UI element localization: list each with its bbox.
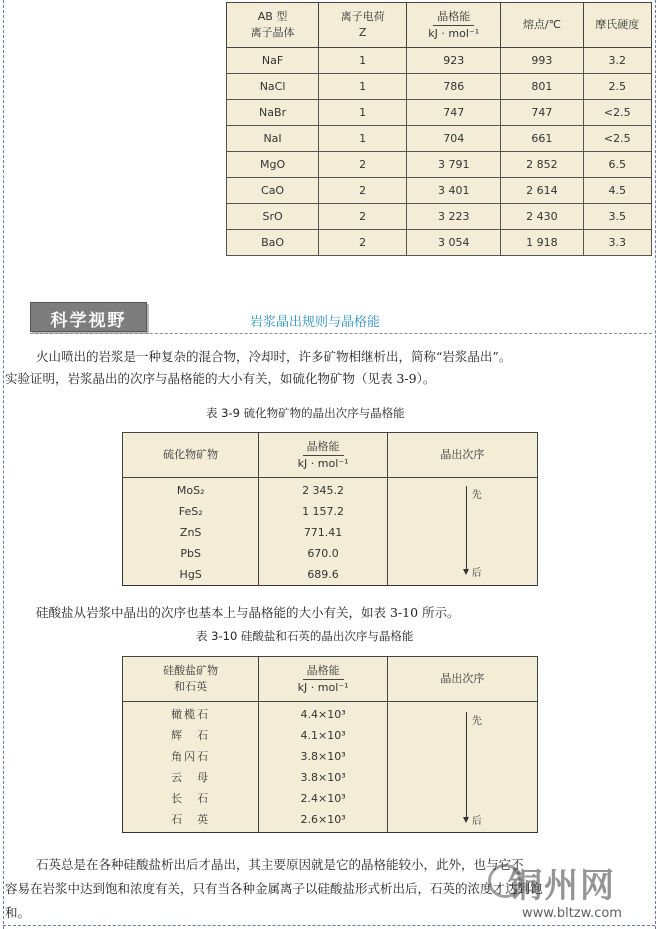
table-row: [227, 204, 652, 230]
table-body: [123, 478, 538, 586]
cell-mineral: 石 英: [171, 813, 211, 826]
order-first-label: 先: [471, 490, 482, 501]
header-order: 晶出次序: [387, 433, 537, 478]
cell-energy: 670.0: [307, 547, 339, 560]
page-border-right: [655, 0, 656, 929]
cell-energy: 704: [407, 126, 501, 152]
cell-mineral: 辉 石: [171, 729, 211, 742]
cell-compound: NaBr: [227, 100, 319, 126]
cell-energy: 2 345.2: [302, 484, 345, 497]
table-header-row: [123, 657, 538, 702]
cell-energy: 689.6: [307, 568, 339, 581]
mineral-column: [123, 702, 259, 833]
header-text: 晶格能: [303, 439, 344, 456]
header-melting-point: [501, 3, 583, 48]
cell-charge: 2: [319, 204, 407, 230]
cell-hardness: 3.2: [583, 48, 652, 74]
cell-energy: 786: [407, 74, 501, 100]
watermark-text: 铜州网: [508, 866, 616, 906]
cell-hardness: <2.5: [583, 100, 652, 126]
cell-energy: 3 054: [407, 230, 501, 256]
cell-charge: 1: [319, 126, 407, 152]
header-text: 摩氏硬度: [595, 18, 640, 31]
cell-hardness: <2.5: [583, 126, 652, 152]
header-text: 离子晶体: [250, 26, 295, 39]
cell-mineral: 角闪石: [171, 750, 211, 763]
cell-mineral: PbS: [180, 547, 201, 560]
order-column: [387, 478, 537, 586]
table-row: [227, 48, 652, 74]
cell-energy: 3.8×10³: [300, 771, 346, 784]
mineral-column: [123, 478, 259, 586]
cell-melting: 801: [501, 74, 583, 100]
cell-melting: 2 430: [501, 204, 583, 230]
cell-charge: 2: [319, 152, 407, 178]
cell-melting: 1 918: [501, 230, 583, 256]
header-lattice-energy: [259, 657, 388, 702]
table-row: [227, 178, 652, 204]
cell-energy: 3 791: [407, 152, 501, 178]
cell-compound: NaCl: [227, 74, 319, 100]
header-order: 晶出次序: [387, 657, 537, 702]
table-row: [227, 230, 652, 256]
cell-hardness: 3.5: [583, 204, 652, 230]
cell-energy: 747: [407, 100, 501, 126]
cell-energy: 4.4×10³: [300, 708, 346, 721]
table-row: [227, 126, 652, 152]
table-caption: 表 3-9 硫化物矿物的晶出次序与晶格能: [206, 406, 405, 420]
table-body: [123, 702, 538, 833]
header-text: AB 型: [257, 10, 288, 23]
cell-hardness: 6.5: [583, 152, 652, 178]
order-arrow-line: [466, 486, 467, 570]
cell-energy: 3 223: [407, 204, 501, 230]
ionic-crystal-table: [226, 2, 652, 256]
cell-compound: NaI: [227, 126, 319, 152]
sulfide-mineral-table: [122, 432, 538, 586]
section-badge: [30, 302, 147, 332]
cell-mineral: MoS₂: [176, 484, 205, 497]
cell-melting: 993: [501, 48, 583, 74]
header-text: kJ · mol⁻¹: [428, 26, 480, 40]
table-header-row: [227, 3, 652, 48]
header-text: kJ · mol⁻¹: [297, 680, 349, 694]
arrow-down-icon: [463, 817, 469, 823]
cell-compound: SrO: [227, 204, 319, 230]
header-text: 熔点/℃: [522, 18, 561, 31]
header-mineral: [123, 657, 259, 702]
cell-energy: 1 157.2: [302, 505, 345, 518]
header-crystal-type: [227, 3, 319, 48]
cell-compound: MgO: [227, 152, 319, 178]
cell-energy: 2.4×10³: [300, 792, 346, 805]
cell-mineral: FeS₂: [178, 505, 203, 518]
header-text: 晶格能: [433, 9, 474, 26]
table-row: [227, 74, 652, 100]
watermark: [488, 858, 648, 928]
paragraph-line: 硅酸盐从岩浆中晶出的次序也基本上与晶格能的大小有关，如表 3-10 所示。: [36, 605, 460, 620]
table-row: [227, 152, 652, 178]
cell-compound: BaO: [227, 230, 319, 256]
header-text: 离子电荷: [340, 10, 385, 23]
paragraph-line: 容易在岩浆中达到饱和浓度有关，只有当各种金属离子以硅酸盐形式析出后，石英的浓度才达到饱: [5, 881, 543, 896]
cell-melting: 2 614: [501, 178, 583, 204]
cell-energy: 4.1×10³: [300, 729, 346, 742]
table-caption: 表 3-10 硅酸盐和石英的晶出次序与晶格能: [196, 629, 414, 643]
cell-melting: 747: [501, 100, 583, 126]
cell-charge: 1: [319, 48, 407, 74]
header-lattice-energy: [259, 433, 387, 478]
paragraph-line: 和。: [5, 905, 31, 920]
watermark-url: www.bltzw.com: [522, 906, 622, 921]
header-ion-charge: [319, 3, 407, 48]
header-text: Z: [358, 26, 367, 39]
paragraph-line: 实验证明，岩浆晶出的次序与晶格能的大小有关，如硫化物矿物（见表 3-9）。: [5, 371, 436, 386]
cell-compound: CaO: [227, 178, 319, 204]
cell-melting: 2 852: [501, 152, 583, 178]
energy-column: [259, 702, 388, 833]
order-first-label: 先: [471, 716, 482, 727]
cell-charge: 2: [319, 230, 407, 256]
cell-charge: 2: [319, 178, 407, 204]
cell-mineral: 长 石: [171, 792, 211, 805]
cell-hardness: 4.5: [583, 178, 652, 204]
page-border-left: [3, 0, 4, 929]
cell-mineral: ZnS: [179, 526, 202, 539]
order-arrow-line: [466, 712, 467, 818]
order-last-label: 后: [471, 568, 482, 579]
header-mineral: 硫化物矿物: [123, 433, 259, 478]
cell-energy: 923: [407, 48, 501, 74]
paragraph-line: 石英总是在各种硅酸盐析出后才晶出，其主要原因就是它的晶格能较小，此外，也与它不: [36, 857, 524, 872]
section-badge-label: 科学视野: [50, 311, 127, 331]
order-last-label: 后: [471, 816, 482, 827]
cell-compound: NaF: [227, 48, 319, 74]
cell-hardness: 2.5: [583, 74, 652, 100]
header-mohs-hardness: [583, 3, 652, 48]
cell-mineral: 云 母: [171, 771, 211, 784]
cell-energy: 2.6×10³: [300, 813, 346, 826]
cell-mineral: HgS: [179, 568, 202, 581]
cell-energy: 3 401: [407, 178, 501, 204]
section-divider: [30, 333, 652, 334]
header-lattice-energy: [407, 3, 501, 48]
section-title: 岩浆晶出规则与晶格能: [250, 315, 381, 330]
order-column: [387, 702, 537, 833]
paragraph-line: 火山喷出的岩浆是一种复杂的混合物，冷却时，许多矿物相继析出，简称“岩浆晶出”。: [36, 349, 512, 364]
cell-melting: 661: [501, 126, 583, 152]
header-text: 和石英: [174, 680, 208, 693]
silicate-mineral-table: [122, 656, 538, 833]
table-header-row: [123, 433, 538, 478]
table-row: [227, 100, 652, 126]
header-text: 硅酸盐矿物: [163, 664, 219, 677]
cell-mineral: 橄榄石: [171, 708, 211, 721]
cell-energy: 771.41: [303, 526, 343, 539]
cell-energy: 3.8×10³: [300, 750, 346, 763]
cell-charge: 1: [319, 100, 407, 126]
header-text: 晶格能: [303, 663, 344, 680]
arrow-down-icon: [463, 569, 469, 575]
energy-column: [259, 478, 387, 586]
cell-charge: 1: [319, 74, 407, 100]
header-text: kJ · mol⁻¹: [297, 456, 349, 470]
cell-hardness: 3.3: [583, 230, 652, 256]
